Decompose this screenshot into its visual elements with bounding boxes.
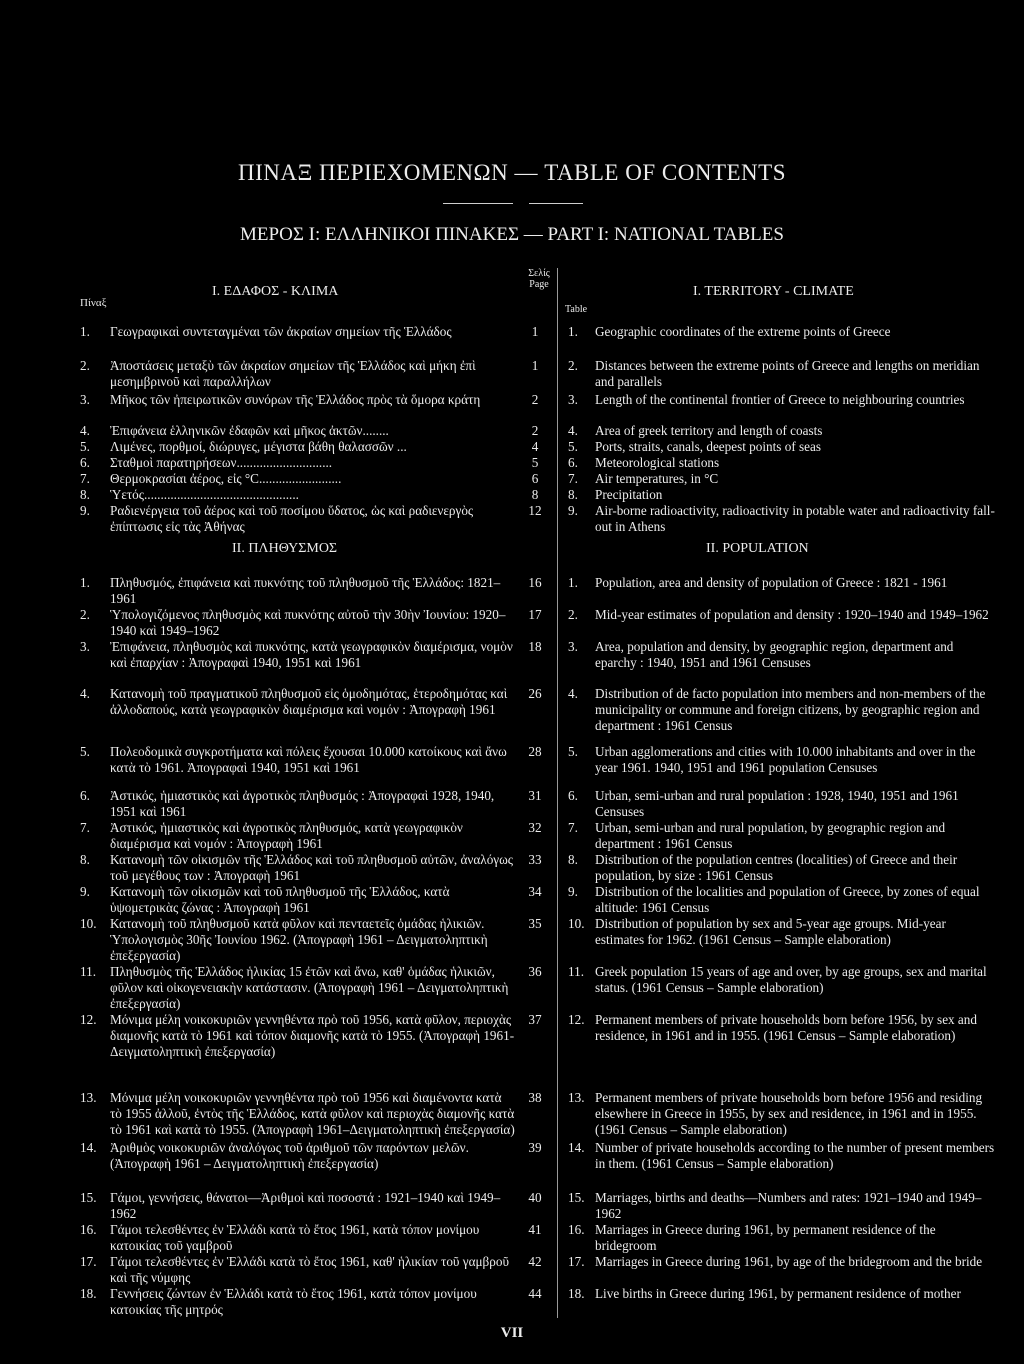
- english-entry-title: Distances between the extreme points of Greece and lengths on meridian and parallels: [595, 358, 980, 389]
- column-divider: [557, 268, 558, 1318]
- entry-page-number: 35: [528, 916, 542, 931]
- greek-entry-number: 4.: [80, 423, 90, 438]
- english-entry-number: 11.: [568, 964, 584, 979]
- english-entry-number: 1.: [568, 575, 578, 590]
- greek-entry-title: Ἐπιφάνεια, πληθυσμὸς καὶ πυκνότης, κατὰ γεωγραφικὸν διαμέρισμα, νομὸν καὶ ἐπαρχίαν : Ἀπογραφαὶ 1940, 1951 καὶ 1961: [110, 639, 513, 670]
- section-1-greek-heading: Ι. ΕΔΑΦΟΣ - ΚΛΙΜΑ: [212, 284, 339, 299]
- entry-page-number: 2: [531, 392, 539, 407]
- greek-entry-title: Κατανομὴ τῶν οἰκισμῶν καὶ τοῦ πληθυσμοῦ τῆς Ἑλλάδος, κατὰ ὑψομετρικὰς ζώνας : Ἀπογραφὴ 1961: [110, 884, 450, 915]
- english-entry-number: 3.: [568, 639, 578, 654]
- greek-entry-number: 3.: [80, 392, 90, 407]
- english-entry-title: Number of private households according to the number of present members in them. (1961 Census – Sample elaboration): [595, 1140, 995, 1171]
- greek-entry-title: Σταθμοὶ παρατηρήσεων.............................: [110, 455, 333, 470]
- greek-entry-number: 11.: [80, 964, 96, 979]
- english-entry-title: Marriages in Greece during 1961, by permanent residence of the bridegroom: [595, 1222, 936, 1253]
- english-entry-title: Urban, semi-urban and rural population : 1928, 1940, 1951 and 1961 Censuses: [595, 788, 959, 819]
- english-entry-title: Geographic coordinates of the extreme points of Greece: [595, 324, 891, 339]
- english-entry-number: 15.: [568, 1190, 585, 1205]
- english-entry-number: 7.: [568, 820, 578, 835]
- greek-entry-number: 1.: [80, 575, 90, 590]
- entry-page-number: 31: [528, 788, 542, 803]
- greek-entry-title: Ἀποστάσεις μεταξὺ τῶν ἀκραίων σημείων τῆς Ἑλλάδος καὶ μήκη ἐπὶ μεσημβρινοῦ καὶ παραλλήλων: [110, 358, 476, 389]
- english-entry-title: Marriages, births and deaths—Numbers and rates: 1921–1940 and 1949–1962: [595, 1190, 982, 1221]
- greek-entry-number: 10.: [80, 916, 97, 931]
- english-entry-number: 14.: [568, 1140, 585, 1155]
- english-entry-title: Area of greek territory and length of coasts: [595, 423, 823, 438]
- greek-entry-title: Γάμοι τελεσθέντες ἐν Ἑλλάδι κατὰ τὸ ἔτος 1961, καθ' ἡλικίαν τοῦ γαμβροῦ καὶ τῆς νύμφης: [110, 1254, 509, 1285]
- entry-page-number: 41: [528, 1222, 542, 1237]
- greek-entry-title: Πληθυσμός, ἐπιφάνεια καὶ πυκνότης τοῦ πληθυσμοῦ τῆς Ἑλλάδος: 1821–1961: [110, 575, 501, 606]
- english-entry-number: 18.: [568, 1286, 585, 1301]
- english-table-label: Table: [565, 304, 588, 315]
- english-entry-number: 5.: [568, 439, 578, 454]
- greek-entry-title: Γεωγραφικαὶ συντεταγμέναι τῶν ἀκραίων σημείων τῆς Ἑλλάδος: [110, 324, 452, 339]
- greek-entry-number: 5.: [80, 439, 90, 454]
- page-label-english: Page: [529, 279, 549, 290]
- greek-entry-number: 16.: [80, 1222, 97, 1237]
- greek-entry-title: Μόνιμα μέλη νοικοκυριῶν γεννηθέντα πρὸ τοῦ 1956 καὶ διαμένοντα κατὰ τὸ 1955 ἀλλοῦ, ἐντὸς τῆς Ἑλλάδος, κατὰ φῦλον καὶ περιοχὰς διαμονῆς κατὰ τὸ 1961 καὶ κατὰ τὸ 1955. (Ἀπογραφὴ 1961–Δειγματοληπτικὴ ἐπεξεργασία): [110, 1090, 515, 1137]
- greek-entry-number: 13.: [80, 1090, 97, 1105]
- english-entry-number: 2.: [568, 358, 578, 373]
- english-entry-number: 6.: [568, 788, 578, 803]
- entry-page-number: 38: [528, 1090, 542, 1105]
- greek-entry-number: 6.: [80, 455, 90, 470]
- greek-entry-title: Κατανομὴ τοῦ πληθυσμοῦ κατὰ φῦλον καὶ πενταετεῖς ὁμάδας ἡλικιῶν. Ὑπολογισμὸς 30ῆς Ἰουνίου 1962. (Ἀπογραφὴ 1961 – Δειγματοληπτικὴ ἐπεξεργασία): [110, 916, 488, 963]
- english-entry-title: Urban, semi-urban and rural population, by geographic region and department : 1961 Census: [595, 820, 946, 851]
- entry-page-number: 36: [528, 964, 542, 979]
- english-entry-number: 8.: [568, 852, 578, 867]
- section-2-greek-heading: ΙΙ. ΠΛΗΘΥΣΜΟΣ: [232, 541, 338, 556]
- section-2-english-heading: II. POPULATION: [706, 541, 809, 556]
- english-entry-title: Mid-year estimates of population and density : 1920–1940 and 1949–1962: [595, 607, 989, 622]
- greek-table-label: Πίναξ: [80, 297, 107, 309]
- greek-entry-number: 2.: [80, 358, 90, 373]
- title-rule-left: [443, 203, 513, 204]
- english-entry-title: Permanent members of private households born before 1956, by sex and residence, in 1961 and in 1955. (1961 Census – Sample elaboration): [595, 1012, 977, 1043]
- english-entry-title: Distribution of de facto population into members and non-members of the municipality or commune and foreign citizens, by geographic region and department : 1961 Census: [595, 686, 986, 733]
- english-entry-number: 7.: [568, 471, 578, 486]
- entry-page-number: 39: [528, 1140, 542, 1155]
- greek-entry-number: 5.: [80, 744, 90, 759]
- english-entry-number: 2.: [568, 607, 578, 622]
- greek-entry-number: 7.: [80, 471, 90, 486]
- english-entry-number: 12.: [568, 1012, 585, 1027]
- greek-entry-title: Θερμοκρασίαι ἀέρος, εἰς °C.........................: [110, 471, 342, 486]
- english-entry-number: 5.: [568, 744, 578, 759]
- entry-page-number: 37: [528, 1012, 542, 1027]
- entry-page-number: 12: [528, 503, 542, 518]
- entry-page-number: 28: [528, 744, 542, 759]
- entry-page-number: 33: [528, 852, 542, 867]
- greek-entry-title: Πολεοδομικὰ συγκροτήματα καὶ πόλεις ἔχουσαι 10.000 κατοίκους καὶ ἄνω κατὰ τὸ 1961. Ἀπογραφαὶ 1940, 1951 καὶ 1961: [110, 744, 507, 775]
- english-entry-title: Distribution of the population centres (localities) of Greece and their population, by size : 1961 Census: [595, 852, 958, 883]
- english-entry-number: 9.: [568, 503, 578, 518]
- english-entry-title: Distribution of the localities and population of Greece, by zones of equal altitude: 1961 Census: [595, 884, 980, 915]
- english-entry-number: 13.: [568, 1090, 585, 1105]
- english-entry-title: Length of the continental frontier of Greece to neighbouring countries: [595, 392, 965, 407]
- page-number: VII: [500, 1325, 524, 1341]
- greek-entry-number: 8.: [80, 487, 90, 502]
- entry-page-number: 18: [528, 639, 542, 654]
- greek-entry-title: Ἀριθμὸς νοικοκυριῶν ἀναλόγως τοῦ ἀριθμοῦ τῶν παρόντων μελῶν. (Ἀπογραφὴ 1961 – Δειγματοληπτικὴ ἐπεξεργασία): [110, 1140, 469, 1171]
- section-1-english-heading: I. TERRITORY - CLIMATE: [693, 284, 854, 299]
- entry-page-number: 6: [531, 471, 539, 486]
- english-entry-number: 17.: [568, 1254, 585, 1269]
- english-entry-title: Permanent members of private households born before 1956 and residing elsewhere in Greece in 1955, by sex and residence, in 1961 and in 1955. (1961 Census – Sample elaboration): [595, 1090, 983, 1137]
- greek-entry-number: 3.: [80, 639, 90, 654]
- entry-page-number: 32: [528, 820, 542, 835]
- entry-page-number: 26: [528, 686, 542, 701]
- entry-page-number: 5: [531, 455, 539, 470]
- entry-page-number: 17: [528, 607, 542, 622]
- entry-page-number: 44: [528, 1286, 542, 1301]
- greek-entry-number: 4.: [80, 686, 90, 701]
- greek-entry-title: Μῆκος τῶν ἠπειρωτικῶν συνόρων τῆς Ἑλλάδος πρὸς τὰ ὅμορα κράτη: [110, 392, 481, 407]
- english-entry-title: Air temperatures, in °C: [595, 471, 719, 486]
- greek-entry-number: 14.: [80, 1140, 97, 1155]
- english-entry-number: 4.: [568, 686, 578, 701]
- entry-page-number: 1: [531, 324, 539, 339]
- english-entry-title: Area, population and density, by geographic region, department and eparchy : 1940, 1951 and 1961 Censuses: [595, 639, 954, 670]
- english-entry-title: Marriages in Greece during 1961, by age of the bridegroom and the bride: [595, 1254, 983, 1269]
- greek-entry-title: Πληθυσμὸς τῆς Ἑλλάδος ἡλικίας 15 ἐτῶν καὶ ἄνω, καθ' ὁμάδας ἡλικιῶν, φῦλον καὶ οἰκογενειακὴν κατάστασιν. (Ἀπογραφὴ 1961 – Δειγματοληπτικὴ ἐπεξεργασία): [110, 964, 509, 1011]
- greek-entry-number: 15.: [80, 1190, 97, 1205]
- greek-entry-number: 2.: [80, 607, 90, 622]
- greek-entry-number: 18.: [80, 1286, 97, 1301]
- greek-entry-title: Λιμένες, πορθμοί, διώρυγες, μέγιστα βάθη θαλασσῶν ...: [110, 439, 407, 454]
- title-rule-right: [529, 203, 583, 204]
- greek-entry-title: Ὑπολογιζόμενος πληθυσμὸς καὶ πυκνότης αὐτοῦ τὴν 30ὴν Ἰουνίου: 1920–1940 καὶ 1949–1962: [110, 607, 506, 638]
- entry-page-number: 34: [528, 884, 542, 899]
- entry-page-number: 42: [528, 1254, 542, 1269]
- greek-entry-number: 9.: [80, 884, 90, 899]
- greek-entry-title: Ἀστικός, ἡμιαστικὸς καὶ ἀγροτικὸς πληθυσμός, κατὰ γεωγραφικὸν διαμέρισμα καὶ νομόν : Ἀπογραφὴ 1961: [110, 820, 463, 851]
- greek-entry-title: Μόνιμα μέλη νοικοκυριῶν γεννηθέντα πρὸ τοῦ 1956, κατὰ φῦλον, περιοχὰς διαμονῆς κατὰ τὸ 1961 καὶ τόπον διαμονῆς κατὰ τὸ 1955. (Ἀπογραφὴ 1961-Δειγματοληπτικὴ ἐπεξεργασία): [110, 1012, 515, 1059]
- page-subtitle: ΜΕΡΟΣ Ι: ΕΛΛΗΝΙΚΟΙ ΠΙΝΑΚΕΣ — PART Ι: NATIONAL TABLES: [240, 224, 784, 245]
- english-entry-title: Population, area and density of population of Greece : 1821 - 1961: [595, 575, 948, 590]
- english-entry-number: 6.: [568, 455, 578, 470]
- greek-entry-title: Ραδιενέργεια τοῦ ἀέρος καὶ τοῦ ποσίμου ὕδατος, ὡς καὶ ραδιενεργὸς ἐπίπτωσις εἰς τὰς Ἀθήνας: [110, 503, 474, 534]
- entry-page-number: 2: [531, 423, 539, 438]
- greek-entry-number: 6.: [80, 788, 90, 803]
- english-entry-title: Live births in Greece during 1961, by permanent residence of mother: [595, 1286, 961, 1301]
- english-entry-number: 16.: [568, 1222, 585, 1237]
- english-entry-title: Distribution of population by sex and 5-year age groups. Mid-year estimates for 1962. (1961 Census – Sample elaboration): [595, 916, 946, 947]
- greek-entry-title: Ἐπιφάνεια ἑλληνικῶν ἐδαφῶν καὶ μῆκος ἀκτῶν........: [110, 423, 389, 438]
- greek-entry-number: 17.: [80, 1254, 97, 1269]
- english-entry-title: Ports, straits, canals, deepest points of seas: [595, 439, 821, 454]
- english-entry-number: 8.: [568, 487, 578, 502]
- greek-entry-title: Γάμοι, γεννήσεις, θάνατοι—Ἀριθμοὶ καὶ ποσοστά : 1921–1940 καὶ 1949–1962: [110, 1190, 501, 1221]
- english-entry-number: 1.: [568, 324, 578, 339]
- entry-page-number: 4: [531, 439, 539, 454]
- entry-page-number: 16: [528, 575, 542, 590]
- greek-entry-title: Κατανομὴ τοῦ πραγματικοῦ πληθυσμοῦ εἰς ὁμοδημότας, ἑτεροδημότας καὶ ἀλλοδαπούς, κατὰ γεωγραφικὸν διαμέρισμα καὶ νομόν : Ἀπογραφὴ 1961: [110, 686, 508, 717]
- greek-entry-title: Κατανομὴ τῶν οἰκισμῶν τῆς Ἑλλάδος καὶ τοῦ πληθυσμοῦ αὐτῶν, ἀναλόγως τοῦ μεγέθους των : Ἀπογραφὴ 1961: [110, 852, 514, 883]
- greek-entry-number: 9.: [80, 503, 90, 518]
- english-entry-title: Meteorological stations: [595, 455, 720, 470]
- english-entry-number: 10.: [568, 916, 585, 931]
- page-title: ΠΙΝΑΞ ΠΕΡΙΕΧΟΜΕΝΩΝ — TABLE OF CONTENTS: [238, 160, 786, 185]
- english-entry-number: 3.: [568, 392, 578, 407]
- greek-entry-number: 8.: [80, 852, 90, 867]
- english-entry-title: Urban agglomerations and cities with 10.000 inhabitants and over in the year 1961. 1940, 1951 and 1961 population Censuses: [595, 744, 976, 775]
- english-entry-number: 4.: [568, 423, 578, 438]
- page-label-greek: Σελίς: [528, 268, 550, 279]
- english-entry-title: Air-borne radioactivity, radioactivity in potable water and radioactivity fall-out in Athens: [595, 503, 995, 534]
- greek-entry-title: Γάμοι τελεσθέντες ἐν Ἑλλάδι κατὰ τὸ ἔτος 1961, κατὰ τόπον μονίμου κατοικίας τοῦ γαμβροῦ: [110, 1222, 480, 1253]
- greek-entry-number: 7.: [80, 820, 90, 835]
- greek-entry-title: Ἀστικός, ἡμιαστικὸς καὶ ἀγροτικὸς πληθυσμός : Ἀπογραφαὶ 1928, 1940, 1951 καὶ 1961: [110, 788, 495, 819]
- greek-entry-title: Γεννήσεις ζώντων ἐν Ἑλλάδι κατὰ τὸ ἔτος 1961, κατὰ τόπον μονίμου κατοικίας τῆς μητρός: [110, 1286, 477, 1317]
- entry-page-number: 1: [531, 358, 539, 373]
- english-entry-title: Greek population 15 years of age and over, by age groups, sex and marital status. (1961 Census – Sample elaboration): [595, 964, 987, 995]
- greek-entry-number: 1.: [80, 324, 90, 339]
- english-entry-title: Precipitation: [595, 487, 663, 502]
- entry-page-number: 40: [528, 1190, 542, 1205]
- greek-entry-title: Ὑετός...............................................: [110, 487, 299, 502]
- english-entry-number: 9.: [568, 884, 578, 899]
- greek-entry-number: 12.: [80, 1012, 97, 1027]
- entry-page-number: 8: [531, 487, 539, 502]
